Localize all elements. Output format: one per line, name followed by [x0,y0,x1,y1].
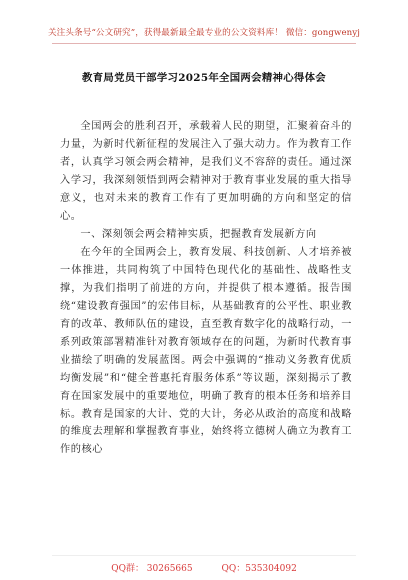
footer [0,561,408,574]
body-paragraph: 全国两会的胜利召开，承载着人民的期望，汇聚着奋斗的力量，为新时代新征程的发展注入了强大动力。作为教育工作者，认真学习领会两会精神，是我们义不容辞的责任。通过深入学习，我深刻领悟到两会精神对于教育事业发展的重大指导意义，也对未来的教育工作有了更加明确的方向和坚定的信心。 [60,121,352,222]
document-body [60,118,352,459]
body-paragraph: 在今年的全国两会上，教育发展、科技创新、人才培养被一体推进，共同构筑了中国特色现代化的基础性、战略性支撑，为我们指明了前进的方向，并提供了根本遵循。报告围绕“建设教育强国”的宏伟目标，从基础教育的公平性、职业教育的改革、教师队伍的建设，直至教育数字化的战略行动，一系列政策部署精准针对教育领域存在的问题，为新时代教育事业描绘了明确的发展蓝图。两会中强调的“推动义务教育优质均衡发展”和“健全普惠托育服务体系”等议题，深刻揭示了教育在国家发展中的重要地位，明确了教育的根本任务和培养目标。教育是国家的大计、党的大计，务必从政治的高度和战略的维度去理解和掌握教育事业，始终将立德树人确立为教育工作的核心 [60,247,352,456]
section-heading: 一、深刻领会两会精神实质，把握教育发展新方向 [80,229,317,241]
document-title: 教育局党员干部学习2025年全国两会精神心得体会 [82,72,326,84]
footer-divider [52,555,356,556]
header-divider [52,43,356,44]
header-note: 关注头条号“公文研究”，获得最新最全最专业的公文资料库！ 微信：gongwenyj [47,28,361,38]
footer-qq-group: QQ群： 30265665 [111,564,193,574]
footer-qq: QQ：535304092 [221,564,297,574]
